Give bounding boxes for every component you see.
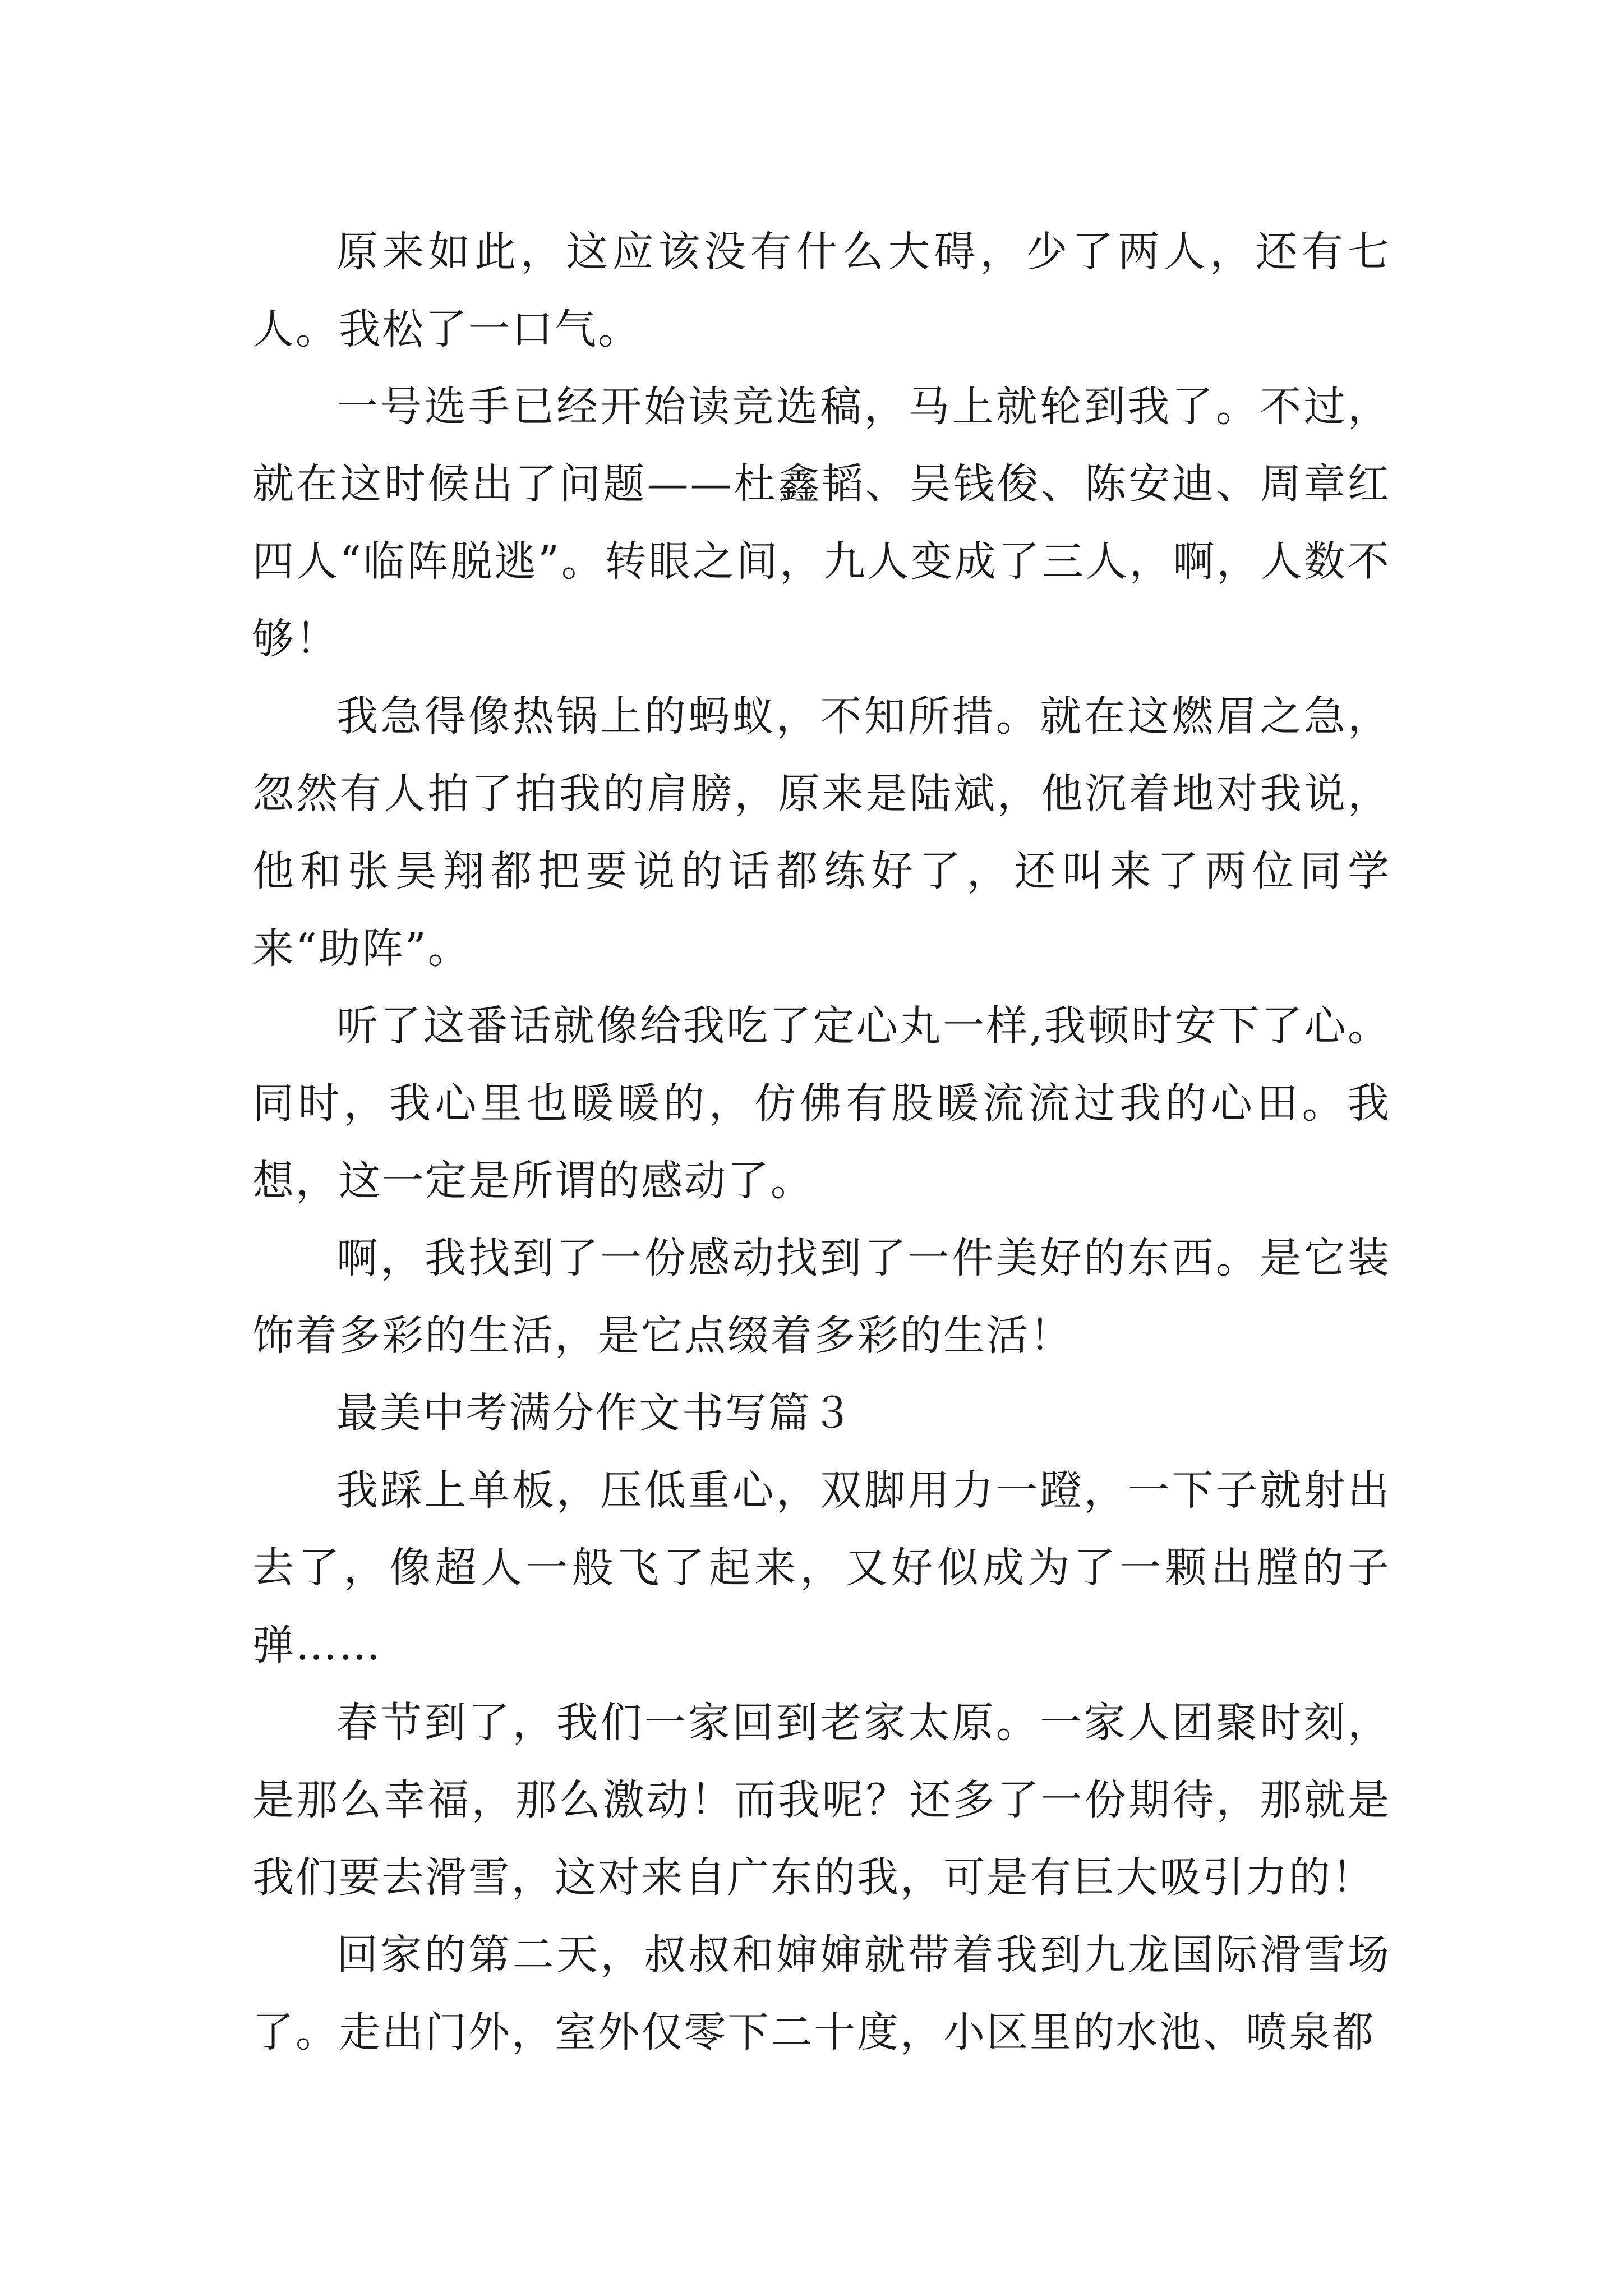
paragraph: 春节到了，我们一家回到老家太原。一家人团聚时刻，是那么幸福，那么激动！而我呢？还多了一份期待，那就是我们要去滑雪，这对来自广东的我，可是有巨大吸引力的！ bbox=[252, 1699, 1391, 1902]
section-heading: 最美中考满分作文书写篇３ bbox=[336, 1389, 855, 1437]
paragraph: 回家的第二天，叔叔和婶婶就带着我到九龙国际滑雪场了。走出门外，室外仅零下二十度，小区里的水池、喷泉都 bbox=[252, 1931, 1391, 2056]
paragraph: 啊，我找到了一份感动找到了一件美好的东西。是它装饰着多彩的生活，是它点缀着多彩的生活！ bbox=[252, 1234, 1391, 1360]
paragraph: 我踩上单板，压低重心，双脚用力一蹬，一下子就射出去了，像超人一般飞了起来，又好似成为了一颗出膛的子弹…… bbox=[252, 1466, 1391, 1669]
paragraph: 我急得像热锅上的蚂蚁，不知所措。就在这燃眉之急，忽然有人拍了拍我的肩膀，原来是陆斌，他沉着地对我说，他和张昊翔都把要说的话都练好了，还叫来了两位同学来“助阵”。 bbox=[252, 692, 1391, 973]
document-body bbox=[252, 213, 1391, 2071]
paragraph: 一号选手已经开始读竞选稿，马上就轮到我了。不过，就在这时候出了问题——杜鑫韬、吴钱俊、陈安迪、周章红四人“临阵脱逃”。转眼之间，九人变成了三人，啊，人数不够！ bbox=[252, 383, 1391, 663]
paragraph: 原来如此，这应该没有什么大碍，少了两人，还有七人。我松了一口气。 bbox=[252, 228, 1391, 353]
paragraph: 听了这番话就像给我吃了定心丸一样,我顿时安下了心。同时，我心里也暖暖的，仿佛有股暖流流过我的心田。我想，这一定是所谓的感动了。 bbox=[252, 1002, 1391, 1205]
